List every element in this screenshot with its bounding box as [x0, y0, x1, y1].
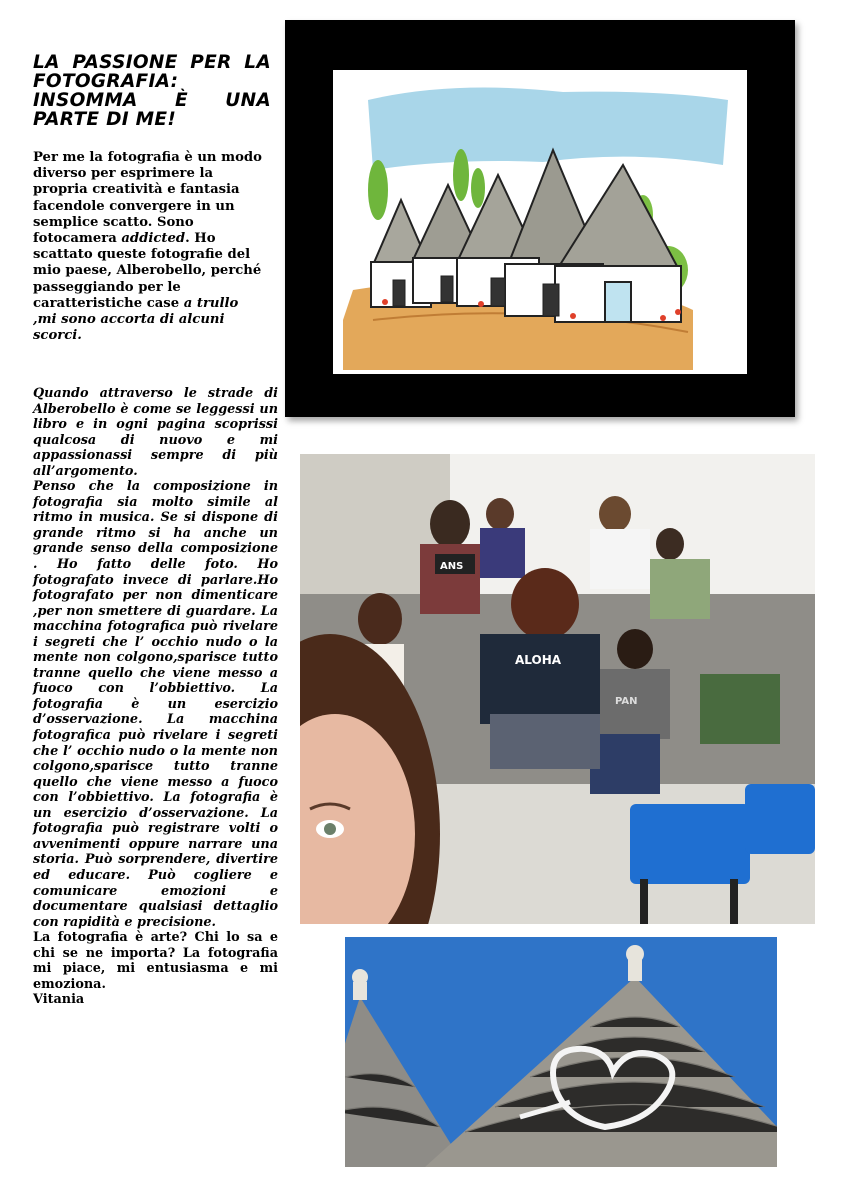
paragraph-art-question: La fotografia è arte? Chi lo sa e chi se ne importa? La fotografia mi piace, mi entusiasma e mi emoziona. — [33, 930, 278, 992]
intro-emphasis-trullo: a trullo — [183, 295, 239, 311]
article-title: LA PASSIONE PER LA FOTOGRAFIA: INSOMMA È UNA PARTE DI ME! — [33, 52, 271, 130]
trulli-cones — [373, 150, 678, 268]
shirt-text-aloha: ALOHA — [515, 653, 562, 667]
intro-emphasis-addicted: addicted — [121, 231, 186, 247]
sky-brush — [368, 88, 728, 171]
paragraph-composition: Penso che la composizione in fotografia sia molto simile al ritmo in musica. Se si dispone di grande ritmo si ha anche un grande senso della composizione . Ho fatto delle foto. Ho fotografato invece di parlare.Ho fotografato per non dimenticare ,per non smettere di guardare. La macchina fotografica può rivelare i segreti che l’ occhio nudo o la mente non colgono,sparisce tutto tranne quello che viene messo a fuoco con l’obbiettivo. La fotografia è un esercizio d’osservazione. La macchina fotografica può rivelare i segreti che l’ occhio nudo o la mente non colgono,sparisce tutto tranne quello che viene messo a fuoco con l’obbiettivo. La fotografia è un esercizio d’osservazione. La fotografia può registrare volti o avvenimenti oppure narrare una storia. Può sorprendere, divertire ed educare. Può cogliere e comunicare emozioni e documentare qualsiasi dettaglio con rapidità e precisione. — [33, 479, 278, 930]
intro-text: ,mi sono accorta di alcuni scorci. — [33, 312, 225, 344]
trulli-illustration — [333, 70, 747, 374]
body-text — [33, 386, 278, 1008]
shirt-text-ans: ANS — [440, 561, 464, 572]
intro-text: . Ho scattato queste fotografie del mio paese, Alberobello, perché passeggiando per le caratteristiche case — [33, 231, 262, 311]
intro-text: Per me la fotografia è un modo diverso per esprimere la propria creatività e fantasia facendole convergere in un semplice scatto. Sono fotocamera — [33, 150, 262, 247]
paragraph-streets: Quando attraverso le strade di Alberobello è come se leggessi un libro e in ogni pagina scoprissi qualcosa di nuovo e mi appassionassi sempre di più all’argomento. — [33, 386, 278, 479]
group-selfie-photo — [300, 454, 815, 924]
group-photo-frame — [300, 454, 815, 924]
illustration-frame — [285, 20, 795, 417]
signature: Vitania — [33, 992, 85, 1008]
shirt-text-pan: PAN — [615, 696, 638, 707]
roof-photo-frame — [345, 937, 777, 1167]
intro-paragraph — [33, 150, 263, 344]
trulli-roofs-photo — [345, 937, 777, 1167]
